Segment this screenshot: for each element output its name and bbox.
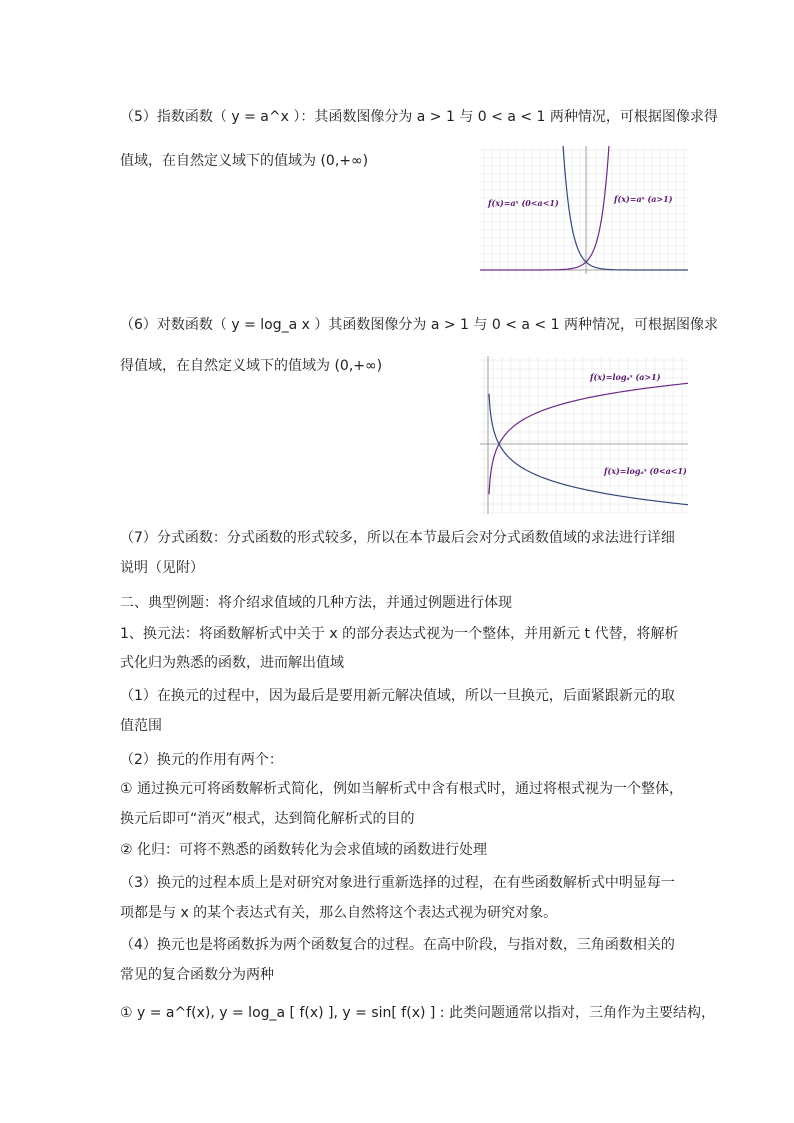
text-line: （6）对数函数（ y = log_a x ）其函数图像分为 a > 1 与 0 < a < 1 两种情况，可根据图像求 (120, 317, 718, 333)
text-line: 式化归为熟悉的函数，进而解出值域 (120, 655, 344, 671)
text-line: （7）分式函数：分式函数的形式较多，所以在本节最后会对分式函数值域的求法进行详细 (120, 530, 675, 546)
text-line: 项都是与 x 的某个表达式有关，那么自然将这个表达式视为研究对象。 (120, 905, 558, 921)
text-line: （5）指数函数（ y = a^x ）：其函数图像分为 a > 1 与 0 < a < 1 两种情况，可根据图像求得 (120, 109, 718, 125)
exponential-graph (480, 146, 688, 274)
text-line: 换元后即可“消灭”根式，达到简化解析式的目的 (120, 811, 415, 827)
text-line: （1）在换元的过程中，因为最后是要用新元解决值域，所以一旦换元，后面紧跟新元的取 (120, 688, 675, 704)
curve-label-right: f(x)=aˣ (a>1) (614, 194, 673, 204)
text-line: （2）换元的作用有两个： (120, 752, 283, 768)
curve-log-a-less-1 (489, 394, 688, 505)
text-line: 得值域，在自然定义域下的值域为 (0,+∞) (120, 358, 383, 374)
curve-label-top: f(x)=logₐˣ (a>1) (590, 372, 661, 382)
text-line: （4）换元也是将函数拆为两个函数复合的过程。在高中阶段，与指对数，三角函数相关的 (120, 937, 675, 953)
curve-label-bottom: f(x)=logₐˣ (0<a<1) (604, 466, 687, 476)
section-heading: 二、典型例题：将介绍求值域的几种方法，并通过例题进行体现 (120, 595, 512, 611)
text-line: 值范围 (120, 718, 162, 734)
curve-log-a-greater-1 (489, 383, 688, 494)
text-line: 说明（见附） (120, 560, 204, 576)
text-line: 值域，在自然定义域下的值域为 (0,+∞) (120, 153, 369, 169)
curve-a-greater-1 (480, 146, 609, 270)
curve-a-less-1 (563, 146, 688, 270)
text-line: 1、换元法：将函数解析式中关于 x 的部分表达式视为一个整体，并用新元 t 代替，将解析 (120, 626, 679, 642)
text-line: ② 化归：可将不熟悉的函数转化为会求值域的函数进行处理 (120, 842, 487, 858)
logarithm-graph (480, 356, 688, 514)
text-line: ① y = a^f(x), y = log_a [ f(x) ], y = sin[ f(x) ] : 此类问题通常以指对，三角作为主要结构， (120, 1005, 715, 1021)
text-line: ① 通过换元可将函数解析式简化，例如当解析式中含有根式时，通过将根式视为一个整体， (120, 781, 683, 797)
text-line: （3）换元的过程本质上是对研究对象进行重新选择的过程，在有些函数解析式中明显每一 (120, 875, 675, 891)
text-line: 常见的复合函数分为两种 (120, 967, 274, 983)
curve-label-left: f(x)=aˣ (0<a<1) (488, 198, 559, 208)
